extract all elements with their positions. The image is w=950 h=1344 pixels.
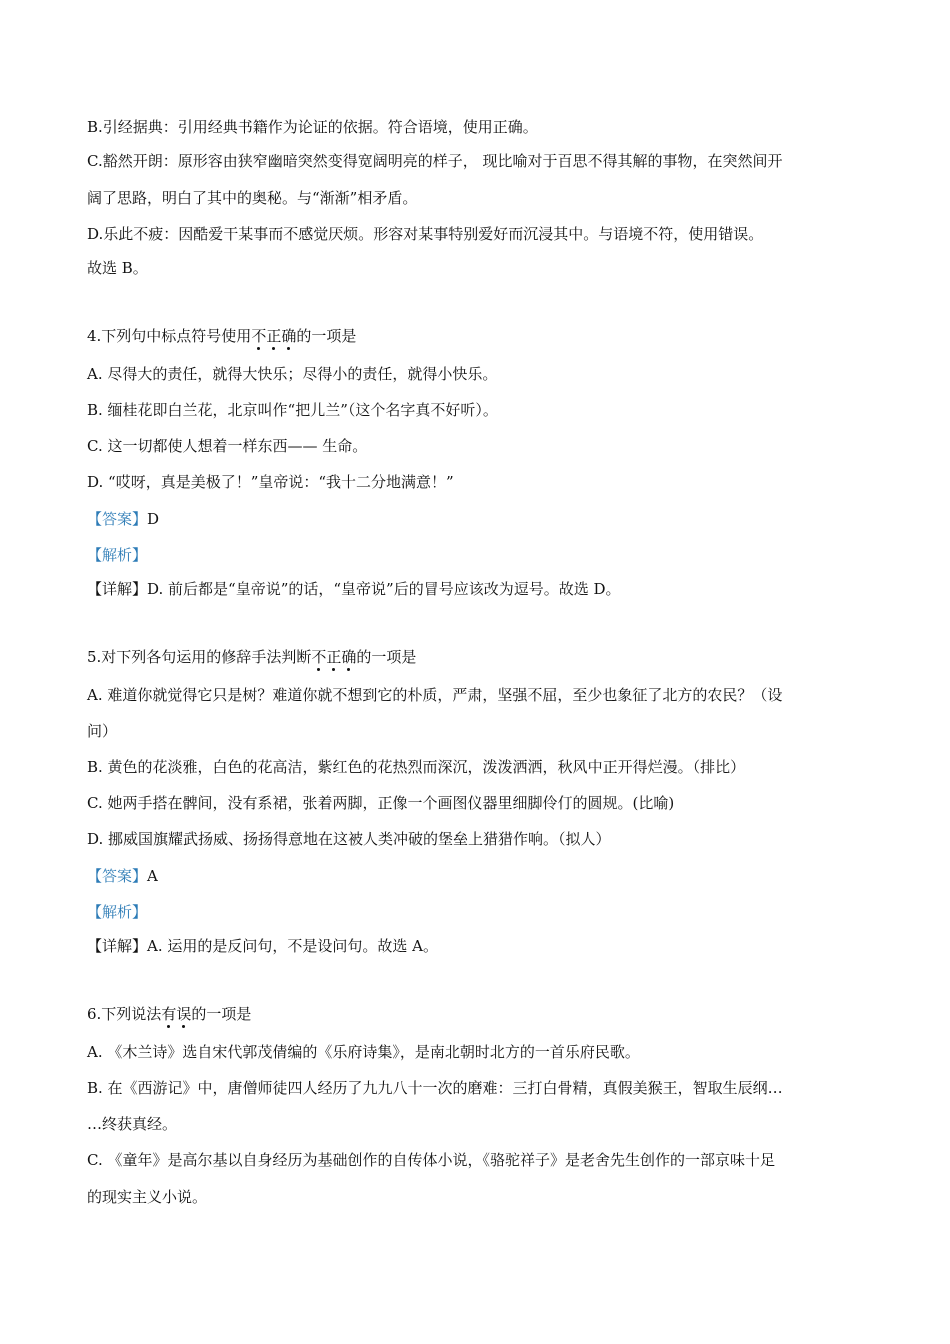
q5-option-c: C. 她两手搭在髀间，没有系裙，张着两脚，正像一个画图仪器里细脚伶仃的圆规。(比喻) — [87, 794, 675, 812]
q4-analysis-label: 【解析】 — [87, 546, 148, 564]
q6-stem-prefix: 6.下列说法 — [87, 1005, 162, 1023]
q4-answer-label: 【答案】 — [87, 510, 148, 528]
q6-stem — [87, 1004, 877, 1024]
q5-stem-emphasis-char: 正 — [326, 648, 342, 666]
q5-answer — [87, 866, 877, 886]
q5-detail: 【详解】A. 运用的是反问句，不是设问句。故选 A。 — [87, 937, 438, 955]
q6-option-c-line1: C. 《童年》是高尔基以自身经历为基础创作的自传体小说，《骆驼祥子》是老舍先生创作的一部京味十足 — [87, 1151, 775, 1169]
q4-stem-prefix: 4.下列句中标点符号使用 — [87, 327, 252, 345]
q4-option-a: A. 尽得大的责任，就得大快乐；尽得小的责任，就得小快乐。 — [87, 365, 498, 383]
q4-answer — [87, 509, 877, 529]
q4-stem-emphasis-char: 确 — [281, 327, 297, 345]
q5-option-a-line1: A. 难道你就觉得它只是树？难道你就不想到它的朴质，严肃，坚强不屈，至少也象征了北方的农民？（设 — [87, 686, 783, 704]
q5-stem — [87, 647, 877, 667]
q4-option-c: C. 这一切都使人想着一样东西—— 生命。 — [87, 437, 368, 455]
q3-option-c-explanation-line1: C.豁然开朗：原形容由狭窄幽暗突然变得宽阔明亮的样子， 现比喻对于百思不得其解的事物，在突然间开 — [87, 152, 783, 170]
q3-option-b-explanation: B.引经据典：引用经典书籍作为论证的依据。符合语境，使用正确。 — [87, 118, 538, 136]
q4-stem — [87, 326, 877, 346]
q4-stem-suffix: 的一项是 — [296, 327, 357, 345]
q6-option-b-line2: …终获真经。 — [87, 1115, 178, 1133]
q3-option-c-explanation-line2: 阔了思路，明白了其中的奥秘。与“渐渐”相矛盾。 — [87, 189, 418, 207]
q5-analysis-label: 【解析】 — [87, 903, 148, 921]
q4-stem-emphasis-char: 正 — [266, 327, 282, 345]
q5-stem-emphasis-char: 不 — [311, 648, 327, 666]
q3-conclusion: 故选 B。 — [87, 259, 148, 277]
q5-option-a-line2: 问） — [87, 722, 118, 740]
q6-stem-emphasis-char: 误 — [176, 1005, 192, 1023]
q5-option-b: B. 黄色的花淡雅，白色的花高洁，紫红色的花热烈而深沉，泼泼洒洒，秋风中正开得烂漫。（排比） — [87, 758, 746, 776]
q6-stem-suffix: 的一项是 — [191, 1005, 252, 1023]
q6-option-a: A. 《木兰诗》选自宋代郭茂倩编的《乐府诗集》，是南北朝时北方的一首乐府民歌。 — [87, 1043, 640, 1061]
q4-option-d: D. “哎呀，真是美极了！”皇帝说：“我十二分地满意！” — [87, 473, 454, 491]
q5-stem-prefix: 5.对下列各句运用的修辞手法判断 — [87, 648, 312, 666]
q3-option-d-explanation: D.乐此不疲：因酷爱干某事而不感觉厌烦。形容对某事特别爱好而沉浸其中。与语境不符，使用错误。 — [87, 225, 764, 243]
q6-option-c-line2: 的现实主义小说。 — [87, 1188, 208, 1206]
q5-answer-label: 【答案】 — [87, 867, 148, 885]
q4-option-b: B. 缅桂花即白兰花，北京叫作“把儿兰”（这个名字真不好听）。 — [87, 401, 498, 419]
q5-option-d: D. 挪威国旗耀武扬威、扬扬得意地在这被人类冲破的堡垒上猎猎作响。（拟人） — [87, 830, 611, 848]
q5-stem-suffix: 的一项是 — [356, 648, 417, 666]
q5-answer-value: A — [147, 867, 158, 885]
q5-stem-emphasis-char: 确 — [341, 648, 357, 666]
q6-stem-emphasis-char: 有 — [161, 1005, 177, 1023]
q4-stem-emphasis-char: 不 — [251, 327, 267, 345]
q4-answer-value: D — [147, 510, 160, 528]
q6-option-b-line1: B. 在《西游记》中，唐僧师徒四人经历了九九八十一次的磨难：三打白骨精，真假美猴王，智取生辰纲… — [87, 1079, 783, 1097]
q4-detail: 【详解】D. 前后都是“皇帝说”的话，“皇帝说”后的冒号应该改为逗号。故选 D。 — [87, 580, 621, 598]
